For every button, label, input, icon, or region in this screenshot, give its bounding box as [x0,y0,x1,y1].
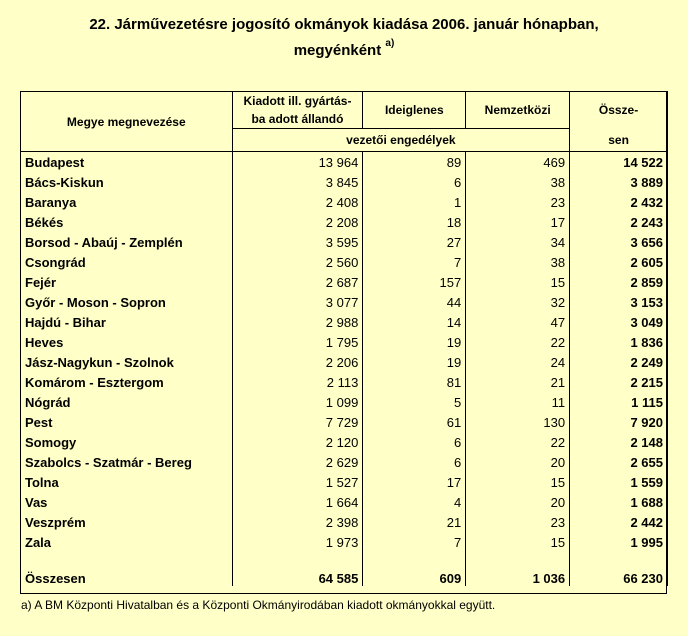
county-name-cell: Somogy [21,432,233,452]
county-name-cell: Budapest [21,152,233,173]
county-name-cell: Pest [21,412,233,432]
permanent-cell: 1 099 [232,392,363,412]
table-body [21,92,668,587]
table-row [21,312,668,332]
county-name-cell: Vas [21,492,233,512]
total-cell: 14 522 [570,152,668,173]
total-cell: 1 836 [570,332,668,352]
total-cell: 2 605 [570,252,668,272]
footnote: a) A BM Központi Hivatalban és a Központi Okmányirodában kiadott okmányokkal együtt. [21,598,496,612]
temporary-cell: 44 [363,292,466,312]
permanent-cell: 3 077 [232,292,363,312]
permanent-cell: 1 795 [232,332,363,352]
international-cell: 22 [466,432,570,452]
total-cell: 3 889 [570,172,668,192]
total-cell: 1 559 [570,472,668,492]
title-line-2-text: megyénként [293,42,382,59]
temporary-cell: 21 [363,512,466,532]
temporary-cell: 1 [363,192,466,212]
permanent-cell: 2 120 [232,432,363,452]
table-row [21,432,668,452]
international-cell: 469 [466,152,570,173]
county-name-cell: Baranya [21,192,233,212]
county-name-cell: Szabolcs - Szatmár - Bereg [21,452,233,472]
permanent-cell: 64 585 [232,552,363,586]
county-name-cell: Veszprém [21,512,233,532]
international-cell: 32 [466,292,570,312]
total-cell: 2 655 [570,452,668,472]
county-name-cell: Nógrád [21,392,233,412]
table-row [21,212,668,232]
header-col-international: Nemzetközi [466,92,570,129]
international-cell: 15 [466,532,570,552]
table-row [21,352,668,372]
temporary-cell: 27 [363,232,466,252]
international-cell: 22 [466,332,570,352]
permanent-cell: 3 595 [232,232,363,252]
total-cell: 2 859 [570,272,668,292]
international-cell: 1 036 [466,552,570,586]
international-cell: 17 [466,212,570,232]
county-name-cell: Összesen [21,552,233,586]
total-cell: 2 215 [570,372,668,392]
title-note-marker: a) [385,38,395,49]
table-row [21,452,668,472]
header-row [21,92,668,129]
page-title [0,14,688,62]
temporary-cell: 19 [363,332,466,352]
permanent-cell: 2 398 [232,512,363,532]
total-cell: 2 432 [570,192,668,212]
county-name-cell: Borsod - Abaúj - Zemplén [21,232,233,252]
table-row [21,232,668,252]
international-cell: 34 [466,232,570,252]
total-cell: 1 995 [570,532,668,552]
international-cell: 15 [466,272,570,292]
permanent-cell: 1 973 [232,532,363,552]
data-table [20,91,668,586]
total-cell: 1 688 [570,492,668,512]
table-row [21,272,668,292]
temporary-cell: 7 [363,532,466,552]
table-row [21,152,668,173]
total-cell: 2 148 [570,432,668,452]
title-line-2 [0,36,688,62]
total-cell: 2 442 [570,512,668,532]
temporary-cell: 14 [363,312,466,332]
header-county: Megye megnevezése [21,92,233,152]
total-cell: 3 656 [570,232,668,252]
subheader-licenses: vezetői engedélyek [232,129,570,152]
table-row [21,472,668,492]
temporary-cell: 7 [363,252,466,272]
county-name-cell: Heves [21,332,233,352]
title-line-1: 22. Járművezetésre jogosító okmányok kiadása 2006. január hónapban, [89,16,599,33]
permanent-cell: 1 527 [232,472,363,492]
international-cell: 130 [466,412,570,432]
international-cell: 24 [466,352,570,372]
header-col-total-line1: Össze- [570,92,668,129]
table-row [21,172,668,192]
temporary-cell: 81 [363,372,466,392]
international-cell: 21 [466,372,570,392]
temporary-cell: 6 [363,432,466,452]
permanent-cell: 2 113 [232,372,363,392]
international-cell: 23 [466,192,570,212]
table-row [21,492,668,512]
county-name-cell: Békés [21,212,233,232]
county-name-cell: Komárom - Esztergom [21,372,233,392]
international-cell: 38 [466,172,570,192]
permanent-cell: 1 664 [232,492,363,512]
temporary-cell: 18 [363,212,466,232]
table-row [21,512,668,532]
temporary-cell: 5 [363,392,466,412]
total-cell: 7 920 [570,412,668,432]
total-cell: 2 249 [570,352,668,372]
permanent-cell: 2 408 [232,192,363,212]
total-cell: 3 153 [570,292,668,312]
table-row [21,372,668,392]
header-col-permanent-line2: ba adott állandó [251,112,344,126]
permanent-cell: 2 988 [232,312,363,332]
header-col-permanent [232,92,363,129]
permanent-cell: 2 687 [232,272,363,292]
permanent-cell: 2 206 [232,352,363,372]
international-cell: 15 [466,472,570,492]
total-cell: 66 230 [570,552,668,586]
international-cell: 23 [466,512,570,532]
table-row [21,192,668,212]
permanent-cell: 3 845 [232,172,363,192]
header-col-permanent-line1: Kiadott ill. gyártás- [243,94,352,108]
table-row [21,392,668,412]
temporary-cell: 17 [363,472,466,492]
county-name-cell: Zala [21,532,233,552]
permanent-cell: 13 964 [232,152,363,173]
total-row [21,552,668,586]
temporary-cell: 609 [363,552,466,586]
international-cell: 20 [466,492,570,512]
county-name-cell: Győr - Moson - Sopron [21,292,233,312]
temporary-cell: 6 [363,172,466,192]
international-cell: 47 [466,312,570,332]
temporary-cell: 19 [363,352,466,372]
table-row [21,292,668,312]
temporary-cell: 4 [363,492,466,512]
county-name-cell: Fejér [21,272,233,292]
county-name-cell: Bács-Kiskun [21,172,233,192]
header-col-temporary: Ideiglenes [363,92,466,129]
temporary-cell: 157 [363,272,466,292]
table-row [21,252,668,272]
international-cell: 11 [466,392,570,412]
permanent-cell: 2 629 [232,452,363,472]
international-cell: 38 [466,252,570,272]
total-cell: 2 243 [570,212,668,232]
total-cell: 3 049 [570,312,668,332]
table-row [21,532,668,552]
temporary-cell: 89 [363,152,466,173]
table-row [21,332,668,352]
international-cell: 20 [466,452,570,472]
county-name-cell: Csongrád [21,252,233,272]
county-name-cell: Tolna [21,472,233,492]
county-name-cell: Hajdú - Bihar [21,312,233,332]
temporary-cell: 61 [363,412,466,432]
permanent-cell: 7 729 [232,412,363,432]
table-row [21,412,668,432]
header-col-total-line2: sen [570,129,668,152]
total-cell: 1 115 [570,392,668,412]
temporary-cell: 6 [363,452,466,472]
permanent-cell: 2 208 [232,212,363,232]
permanent-cell: 2 560 [232,252,363,272]
county-name-cell: Jász-Nagykun - Szolnok [21,352,233,372]
